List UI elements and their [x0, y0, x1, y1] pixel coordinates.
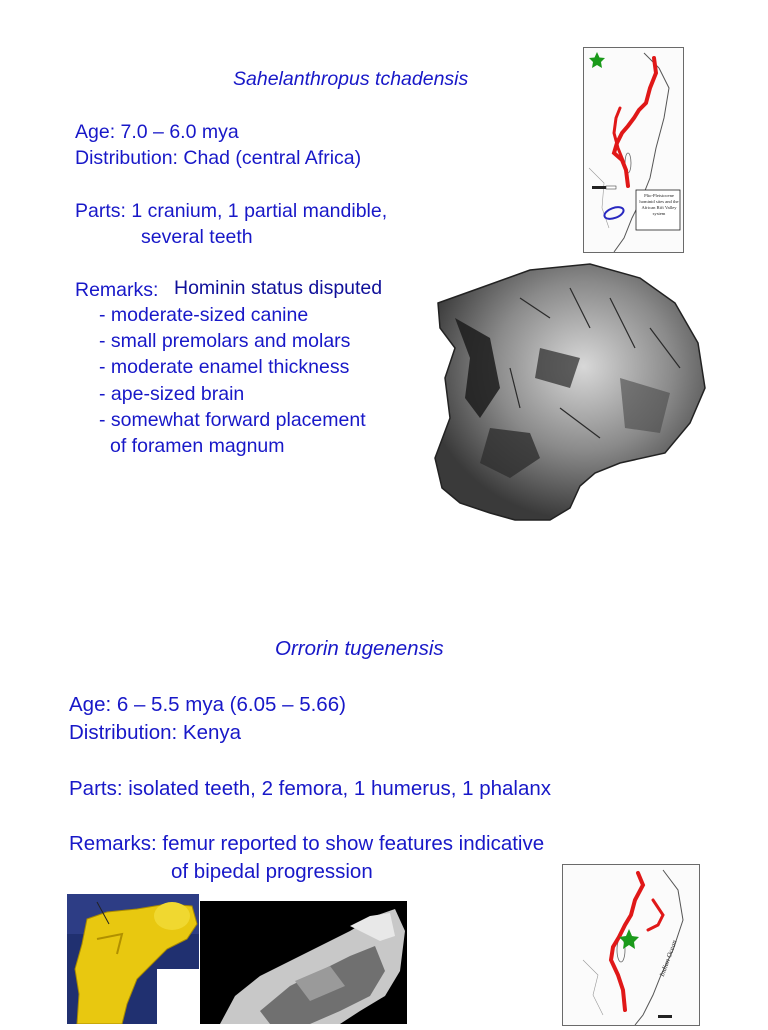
orrorin-remarks-line1: Remarks: femur reported to show features indicative: [69, 832, 545, 855]
sahelanthropus-remark: - moderate-sized canine: [99, 304, 309, 326]
sahelanthropus-remark: of foramen magnum: [110, 435, 285, 457]
sahelanthropus-parts-line2: several teeth: [141, 226, 253, 248]
sahelanthropus-cranium-photo: [420, 258, 710, 530]
sahelanthropus-distribution: Distribution: Chad (central Africa): [75, 147, 362, 169]
orrorin-femur-ct-scan: [200, 901, 407, 1024]
africa-rift-map: [583, 47, 684, 253]
orrorin-age: Age: 6 – 5.5 mya (6.05 – 5.66): [69, 693, 346, 716]
map-ocean-label: Indian Ocean: [658, 939, 679, 978]
sahelanthropus-remark: - ape-sized brain: [99, 383, 245, 405]
sahelanthropus-remarks-label: Remarks:: [75, 279, 159, 301]
blue-ellipse-marker-icon: [603, 205, 625, 221]
sahelanthropus-remark: - moderate enamel thickness: [99, 356, 350, 378]
rift-map-graphic: [563, 865, 699, 1025]
sahelanthropus-age: Age: 7.0 – 6.0 mya: [75, 121, 239, 143]
rift-map-graphic: [584, 48, 683, 252]
sahelanthropus-parts-line1: Parts: 1 cranium, 1 partial mandible,: [75, 200, 388, 222]
sahelanthropus-remark: - small premolars and molars: [99, 330, 351, 352]
map-legend-line: Plio-Pleistocene: [644, 193, 674, 198]
sahelanthropus-remark: - somewhat forward placement: [99, 409, 366, 431]
orrorin-femur-render: [67, 894, 199, 1024]
orrorin-title: Orrorin tugenensis: [275, 637, 444, 660]
map-legend-line: African Rift Valley: [641, 205, 677, 210]
sahelanthropus-title: Sahelanthropus tchadensis: [233, 68, 469, 90]
map-legend-line: system: [652, 211, 666, 216]
sahelanthropus-remarks-head: Hominin status disputed: [174, 277, 383, 299]
green-star-marker-icon: [589, 52, 605, 68]
orrorin-distribution: Distribution: Kenya: [69, 721, 242, 744]
orrorin-remarks-line2: of bipedal progression: [171, 860, 373, 883]
orrorin-parts: Parts: isolated teeth, 2 femora, 1 humerus, 1 phalanx: [69, 777, 552, 800]
map-legend-line: hominid sites and the: [639, 199, 679, 204]
kenya-rift-map: [562, 864, 700, 1026]
